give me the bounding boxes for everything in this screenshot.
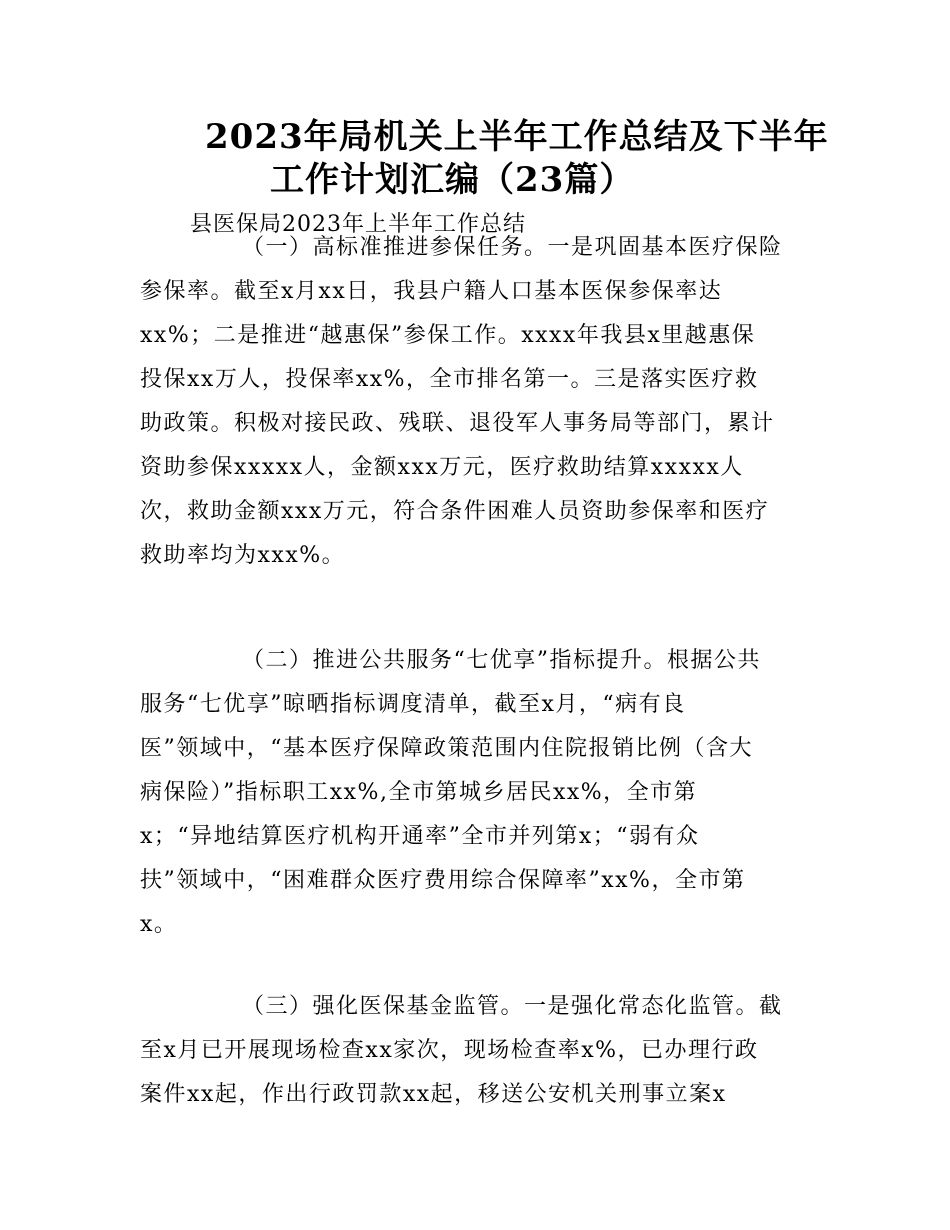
paragraph-line: （一）高标准推进参保任务。一是巩固基本医疗保险 bbox=[242, 235, 783, 260]
paragraph-line: 扶”领域中，“困难群众医疗费用综合保障率”xx%，全市第 bbox=[140, 868, 746, 893]
paragraph-line: 救助率均为xxx%。 bbox=[140, 543, 346, 568]
paragraph-line: 助政策。积极对接民政、残联、退役军人事务局等部门，累计 bbox=[140, 411, 775, 436]
document-title-line-1: 2023年局机关上半年工作总结及下半年 bbox=[205, 117, 829, 157]
paragraph-line: xx%；二是推进“越惠保”参保工作。xxxx年我县x里越惠保 bbox=[140, 323, 756, 348]
paragraph-3 bbox=[140, 985, 820, 1117]
paragraph-line: 资助参保xxxxx人，金额xxx万元，医疗救助结算xxxxx人 bbox=[140, 455, 744, 480]
paragraph-line: （二）推进公共服务“七优享”指标提升。根据公共 bbox=[242, 648, 761, 673]
document-subtitle: 县医保局2023年上半年工作总结 bbox=[190, 212, 526, 237]
paragraph-line: 服务“七优享”晾晒指标调度清单，截至x月，“病有良 bbox=[140, 692, 686, 717]
paragraph-line: 医”领域中，“基本医疗保障政策范围内住院报销比例（含大 bbox=[140, 736, 753, 761]
paragraph-line: 参保率。截至x月xx日，我县户籍人口基本医保参保率达 bbox=[140, 279, 723, 304]
paragraph-2 bbox=[140, 639, 820, 947]
paragraph-line: 案件xx起，作出行政罚款xx起，移送公安机关刑事立案x bbox=[140, 1082, 727, 1107]
paragraph-line: x。 bbox=[140, 912, 178, 937]
paragraph-line: 病保险）”指标职工xx%,全市第城乡居民xx%，全市第 bbox=[140, 780, 698, 805]
paragraph-line: 次，救助金额xxx万元，符合条件困难人员资助参保率和医疗 bbox=[140, 499, 770, 524]
paragraph-line: 至x月已开展现场检查xx家次，现场检查率x%，已办理行政 bbox=[140, 1038, 759, 1063]
paragraph-line: （三）强化医保基金监管。一是强化常态化监管。截 bbox=[242, 994, 783, 1019]
paragraph-line: 投保xx万人，投保率xx%，全市排名第一。三是落实医疗救 bbox=[140, 367, 759, 392]
document-title-line-2: 工作计划汇编（23篇） bbox=[270, 160, 635, 200]
paragraph-1 bbox=[140, 226, 820, 578]
paragraph-line: x；“异地结算医疗机构开通率”全市并列第x；“弱有众 bbox=[140, 824, 700, 849]
